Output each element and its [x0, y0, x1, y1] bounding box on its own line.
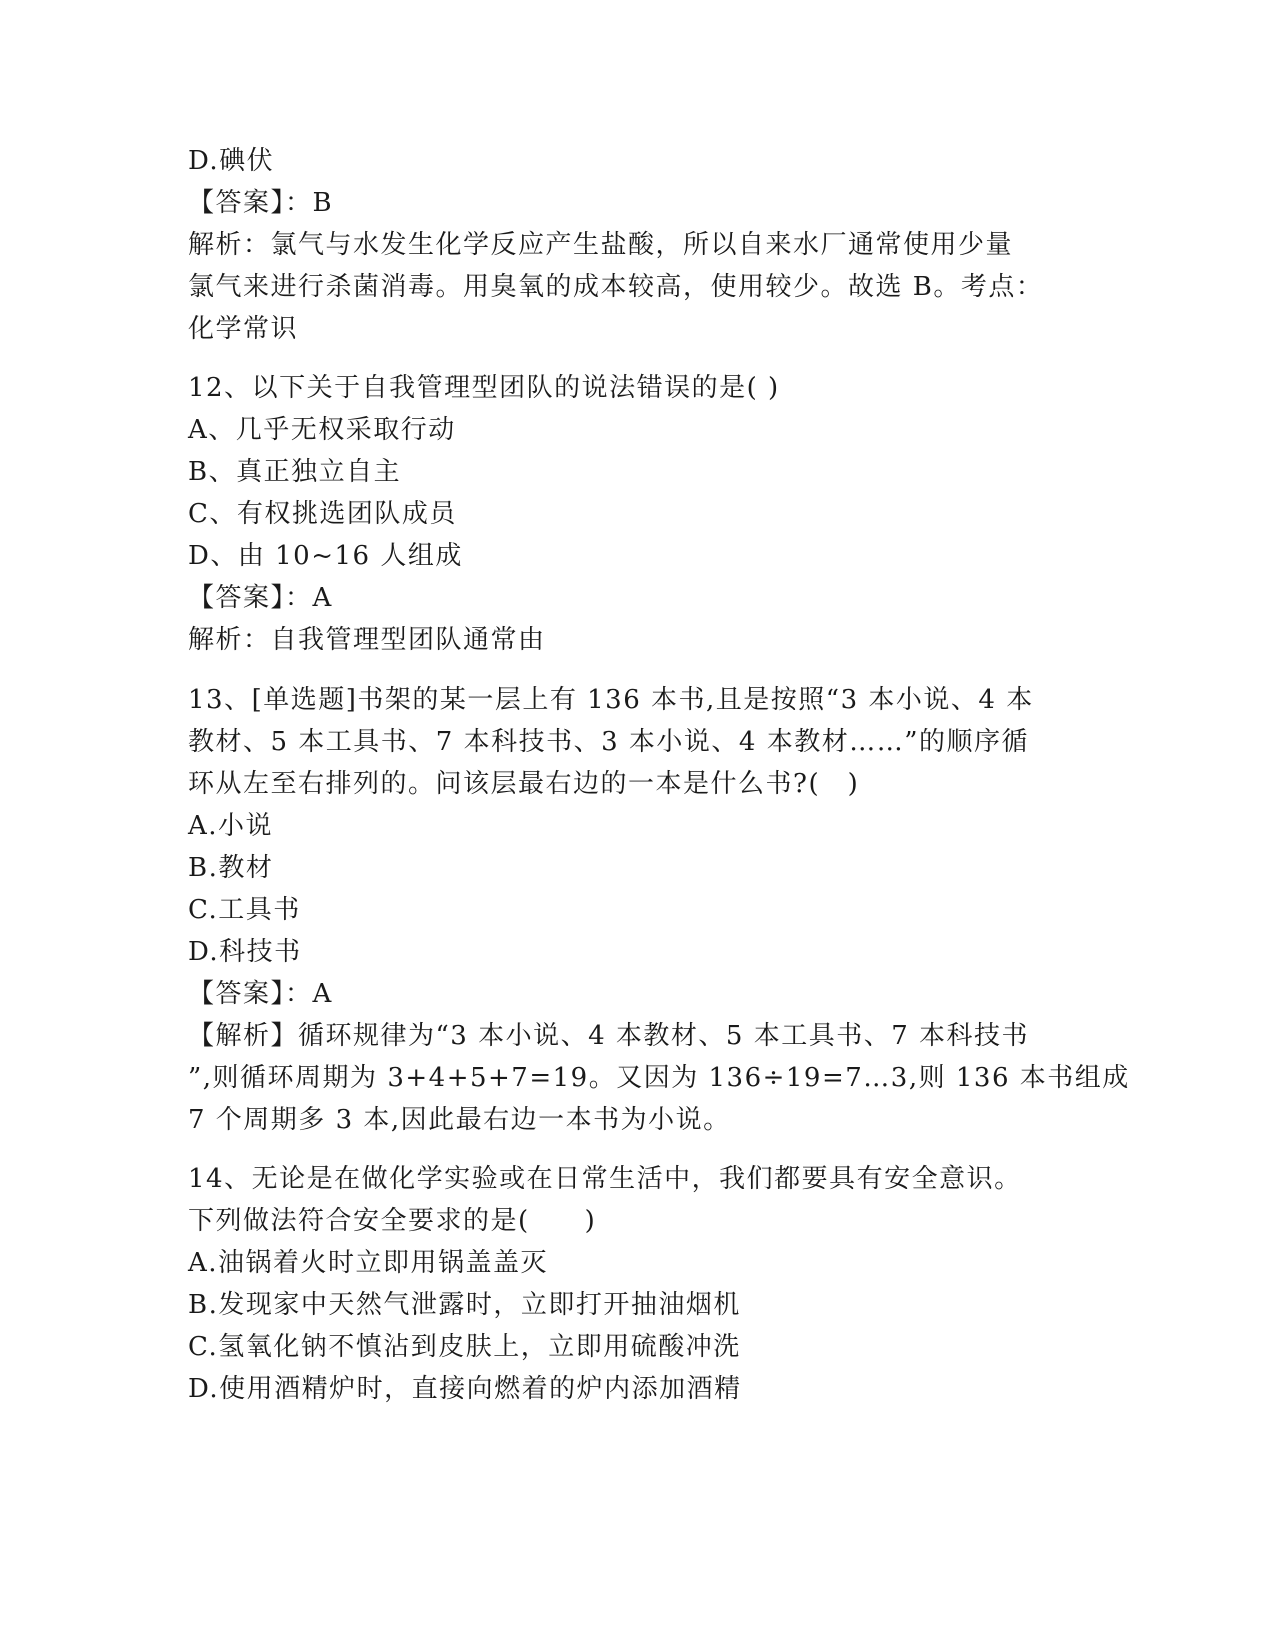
q13-option-b: B.教材 — [188, 853, 274, 883]
q14-question-line-1: 14、无论是在做化学实验或在日常生活中，我们都要具有安全意识。 — [188, 1164, 1022, 1194]
q12-option-a: A、几乎无权采取行动 — [188, 415, 456, 445]
q13-option-c: C.工具书 — [188, 895, 301, 925]
q14-option-c: C.氢氧化钠不慎沾到皮肤上，立即用硫酸冲洗 — [188, 1332, 741, 1362]
q14-option-a: A.油锅着火时立即用锅盖盖灭 — [188, 1248, 549, 1278]
q14-option-d: D.使用酒精炉时，直接向燃着的炉内添加酒精 — [188, 1374, 742, 1404]
q11-answer: 【答案】：B — [188, 188, 334, 218]
q13-answer: 【答案】：A — [188, 979, 333, 1009]
q12-analysis: 解析：自我管理型团队通常由 — [188, 625, 546, 655]
q13-option-a: A.小说 — [188, 811, 274, 841]
q13-analysis-line-3: 7 个周期多 3 本,因此最右边一本书为小说。 — [188, 1105, 731, 1135]
q12-option-c: C、有权挑选团队成员 — [188, 499, 457, 529]
q13-question-line-2: 教材、5 本工具书、7 本科技书、3 本小说、4 本教材……”的顺序循 — [188, 727, 1030, 757]
q14-option-b: B.发现家中天然气泄露时，立即打开抽油烟机 — [188, 1290, 741, 1320]
q12-option-b: B、真正独立自主 — [188, 457, 402, 487]
q13-analysis-line-1: 【解析】循环规律为“3 本小说、4 本教材、5 本工具书、7 本科技书 — [188, 1021, 1030, 1051]
q13-option-d: D.科技书 — [188, 937, 302, 967]
q14-question-line-2: 下列做法符合安全要求的是( ) — [188, 1206, 597, 1236]
q12-answer: 【答案】：A — [188, 583, 333, 613]
q13-analysis-line-2: ”,则循环周期为 3+4+5+7=19。又因为 136÷19=7…3,则 136 本书组成 — [188, 1063, 1130, 1093]
q11-analysis-line-2: 氯气来进行杀菌消毒。用臭氧的成本较高，使用较少。故选 B。考点： — [188, 272, 1044, 302]
q13-question-line-1: 13、[单选题]书架的某一层上有 136 本书,且是按照“3 本小说、4 本 — [188, 685, 1034, 715]
q11-option-d: D.碘伏 — [188, 146, 275, 176]
q13-question-line-3: 环从左至右排列的。问该层最右边的一本是什么书?( ) — [188, 769, 860, 799]
q12-option-d: D、由 10~16 人组成 — [188, 541, 463, 571]
q11-analysis-line-1: 解析：氯气与水发生化学反应产生盐酸，所以自来水厂通常使用少量 — [188, 230, 1014, 260]
q11-analysis-line-3: 化学常识 — [188, 314, 299, 344]
q12-question: 12、以下关于自我管理型团队的说法错误的是( ) — [188, 373, 780, 403]
